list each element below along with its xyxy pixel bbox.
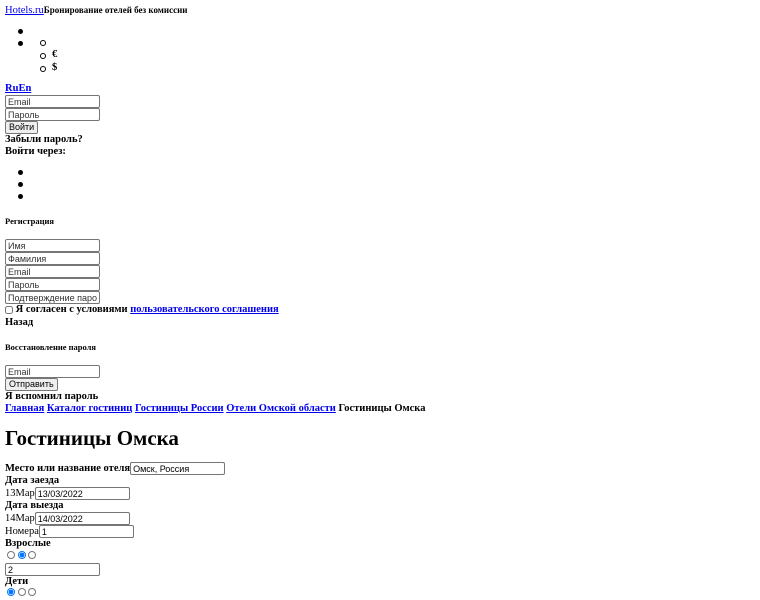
page-title: Гостиницы Омска: [5, 426, 179, 450]
children-radio-2[interactable]: [28, 588, 36, 596]
currency-dollar[interactable]: $: [52, 62, 58, 73]
place-row: [5, 462, 225, 475]
breadcrumb-link-home[interactable]: Главная: [5, 403, 45, 414]
reg-first-name-input[interactable]: [5, 239, 100, 252]
breadcrumb-current: Гостиницы Омска: [338, 403, 426, 414]
place-input[interactable]: [130, 462, 225, 475]
checkin-date-input[interactable]: [35, 487, 130, 500]
checkin-label: Дата заезда: [5, 475, 60, 486]
reg-password-input[interactable]: [5, 278, 100, 291]
currency-euro[interactable]: €: [52, 49, 58, 60]
children-radio-0[interactable]: [7, 588, 15, 596]
children-radio-1[interactable]: [18, 588, 26, 596]
remembered-password-link[interactable]: Я вспомнил пароль: [5, 391, 99, 402]
language-switch: [5, 83, 31, 94]
list-bullet: [18, 41, 23, 46]
recovery-send-button[interactable]: Отправить: [5, 378, 58, 391]
logo-link[interactable]: Hotels.ru: [5, 5, 44, 16]
adults-radio-group: [7, 551, 36, 562]
agree-row: [5, 304, 279, 315]
login-button[interactable]: Войти: [5, 121, 38, 134]
place-label: Место или название отеля: [5, 462, 131, 474]
lang-en-link[interactable]: En: [18, 83, 32, 94]
breadcrumb-link-omsk-region[interactable]: Отели Омской области: [226, 403, 336, 414]
checkin-row: [5, 487, 130, 500]
adults-label: Взрослые: [5, 538, 51, 549]
list-bullet-hollow: [40, 66, 46, 72]
children-radio-group: [7, 588, 36, 599]
login-via-label: Войти через:: [5, 146, 66, 157]
recovery-email-input[interactable]: [5, 365, 100, 378]
social-login-item[interactable]: [18, 182, 23, 187]
reg-confirm-password-input[interactable]: [5, 291, 100, 304]
rooms-row: [5, 525, 134, 538]
adults-radio-2[interactable]: [18, 551, 26, 559]
checkout-row: [5, 512, 130, 525]
children-label: Дети: [5, 576, 29, 587]
login-email-input[interactable]: [5, 95, 100, 108]
rooms-input[interactable]: [39, 525, 134, 538]
rooms-label: Номера: [5, 525, 39, 537]
back-link[interactable]: Назад: [5, 317, 34, 328]
checkout-label: Дата выезда: [5, 500, 64, 511]
breadcrumb: [5, 403, 425, 414]
header: [5, 5, 187, 16]
agreement-link[interactable]: пользовательского соглашения: [130, 304, 279, 315]
registration-heading: Регистрация: [5, 216, 55, 226]
login-password-input[interactable]: [5, 108, 100, 121]
adults-radio-1[interactable]: [7, 551, 15, 559]
recovery-heading: Восстановление пароля: [5, 342, 97, 352]
lang-ru-link[interactable]: Ru: [5, 83, 19, 94]
checkout-date-input[interactable]: [35, 512, 130, 525]
social-login-item[interactable]: [18, 170, 23, 175]
checkout-date-prefix: 14Мар: [5, 512, 35, 524]
forgot-password-text[interactable]: Забыли пароль?: [5, 134, 83, 145]
adults-input[interactable]: [5, 563, 100, 576]
tagline: Бронирование отелей без комиссии: [43, 5, 188, 15]
social-login-item[interactable]: [18, 194, 23, 199]
reg-email-input[interactable]: [5, 265, 100, 278]
breadcrumb-link-russia[interactable]: Гостиницы России: [134, 403, 224, 414]
reg-last-name-input[interactable]: [5, 252, 100, 265]
checkin-date-prefix: 13Мар: [5, 487, 35, 499]
agree-text: Я согласен с условиями: [15, 304, 128, 315]
adults-radio-3[interactable]: [28, 551, 36, 559]
agree-checkbox[interactable]: [5, 306, 13, 314]
breadcrumb-link-catalog[interactable]: Каталог гостиниц: [46, 403, 133, 414]
list-bullet: [18, 29, 23, 34]
list-bullet-hollow: [40, 40, 46, 46]
list-bullet-hollow: [40, 53, 46, 59]
